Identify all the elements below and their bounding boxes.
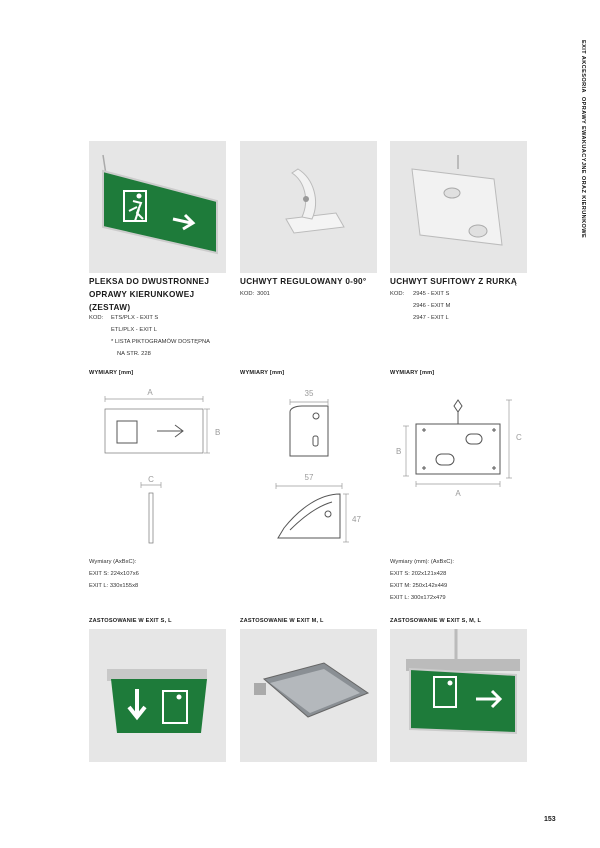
- spec-line: Wymiary (AxBxC):: [89, 559, 137, 565]
- spec-line: Wymiary (mm): (AxBxC):: [390, 559, 455, 565]
- usage-heading: ZASTOSOWANIE W EXIT M, L: [240, 618, 324, 624]
- product-code-label: KOD:: [390, 291, 405, 297]
- dim-label-b: B: [215, 428, 220, 437]
- dim-label-top: 35: [304, 389, 314, 398]
- exit-sign-image: [89, 629, 226, 762]
- dim-label-b: B: [396, 447, 402, 456]
- dims-heading: WYMIARY [mm]: [89, 370, 134, 376]
- product-code-label: KOD:: [240, 291, 255, 297]
- title-line: UCHWYT SUFITOWY Z RURKĄ: [390, 277, 518, 286]
- dimension-drawing-uchwyt-sufitowy: [392, 392, 527, 502]
- spec-line: EXIT L: 300x172x479: [390, 595, 446, 601]
- product-photo-uchwyt-regulowany: [240, 141, 377, 273]
- title-line: UCHWYT REGULOWANY 0-90°: [240, 277, 367, 286]
- code-line: 2946 - EXIT M: [413, 303, 451, 309]
- dim-label-a: A: [455, 489, 461, 498]
- exit-fixture-image: [240, 629, 377, 762]
- dims-heading: WYMIARY [mm]: [240, 370, 285, 376]
- dimension-drawing-uchwyt-regulowany: [260, 382, 370, 547]
- code-line: 3001: [257, 291, 270, 297]
- product-title-pleksa: [89, 275, 239, 314]
- dimension-drawing-pleksa: [95, 385, 220, 545]
- page-number: 153: [544, 816, 556, 823]
- spec-line: EXIT M: 250x142x449: [390, 583, 448, 589]
- side-heading-part1: EXIT AKCESORIA: [580, 40, 586, 93]
- product-code-label: KOD:: [89, 315, 104, 321]
- code-line: ETL/PLX - EXIT L: [111, 327, 157, 333]
- usage-photo-exit-m-l: [240, 629, 377, 762]
- title-line: PLEKSA DO DWUSTRONNEJ: [89, 277, 210, 286]
- spec-list-pleksa: [89, 556, 139, 592]
- code-line: 2945 - EXIT S: [413, 291, 450, 297]
- side-heading-part2: OPRAWY EWAKUACYJNE ORAZ KIERUNKOWE: [580, 96, 586, 239]
- spec-line: EXIT L: 330x155x8: [89, 583, 139, 589]
- spec-list-uchwyt-sufitowy: [390, 556, 454, 604]
- product-code-list: [413, 288, 450, 324]
- code-line: ETS/PLX - EXIT S: [111, 315, 159, 321]
- usage-heading: ZASTOSOWANIE W EXIT S, L: [89, 618, 172, 624]
- spec-line: EXIT S: 224x107x6: [89, 571, 139, 577]
- dim-label-c: C: [148, 475, 154, 484]
- ceiling-mount-image: [390, 141, 527, 273]
- hanging-exit-sign-image: [390, 629, 527, 762]
- title-line: (ZESTAW): [89, 303, 131, 312]
- usage-photo-exit-s-m-l: [390, 629, 527, 762]
- code-line: NA STR. 228: [117, 351, 151, 357]
- dim-label-bottom: 57: [304, 473, 314, 482]
- title-line: OPRAWY KIERUNKOWEJ: [89, 290, 195, 299]
- product-title-uchwyt-sufitowy: [390, 275, 540, 288]
- product-code-list: [257, 288, 270, 300]
- code-line: * LISTA PIKTOGRAMÓW DOSTĘPNA: [111, 339, 210, 345]
- spec-line: EXIT S: 202x121x428: [390, 571, 447, 577]
- dim-label-side: 47: [352, 515, 361, 524]
- product-title-uchwyt-regulowany: [240, 275, 390, 288]
- bracket-image: [240, 141, 377, 273]
- usage-heading: ZASTOSOWANIE W EXIT S, M, L: [390, 618, 482, 624]
- product-code-list: [111, 312, 210, 360]
- dim-label-a: A: [147, 388, 153, 397]
- dim-label-c: C: [516, 433, 522, 442]
- code-line: 2947 - EXIT L: [413, 315, 449, 321]
- product-photo-pleksa: [89, 141, 226, 273]
- product-photo-uchwyt-sufitowy: [390, 141, 527, 273]
- usage-photo-exit-s-l: [89, 629, 226, 762]
- side-heading: [580, 40, 586, 238]
- pleksa-sign-image: [89, 141, 226, 273]
- dims-heading: WYMIARY [mm]: [390, 370, 435, 376]
